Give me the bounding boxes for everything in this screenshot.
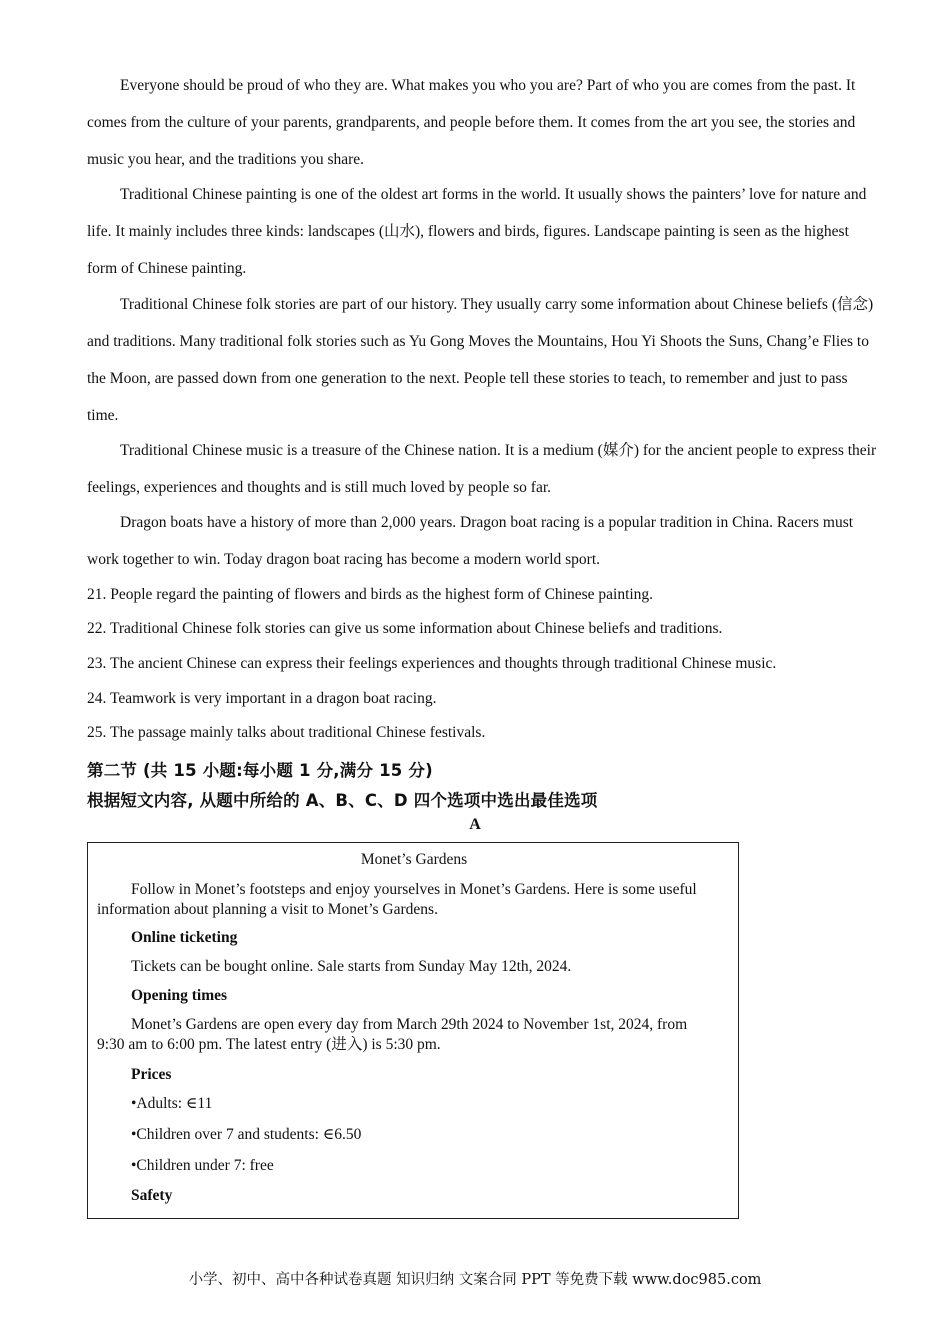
passage-paragraph-5: Dragon boats have a history of more than 2,000 years. Dragon boat racing is a popular tradition in China. Racers must work together to win. Today dragon boat racing has become a modern world sport. <box>87 514 854 568</box>
statement-22: 22. Traditional Chinese folk stories can give us some information about Chinese beliefs and traditions. <box>87 620 723 637</box>
page-footer: 小学、初中、高中各种试卷真题 知识归纳 文案合同 PPT 等免费下载 www.doc985.com <box>188 1272 762 1288</box>
statement-24: 24. Teamwork is very important in a dragon boat racing. <box>87 690 437 707</box>
safety-heading: Safety <box>131 1187 173 1204</box>
section-title: 第二节 (共 15 小题:每小题 1 分,满分 15 分) <box>87 761 433 780</box>
notice-intro: Follow in Monet’s footsteps and enjoy yourselves in Monet’s Gardens. Here is some useful information about planning a visit to Monet’s Gardens. <box>97 881 697 918</box>
notice-title: Monet’s Gardens <box>360 851 468 868</box>
passage-paragraph-1: Everyone should be proud of who they are. What makes you who you are? Part of who you are comes from the past. It comes from the culture of your parents, grandparents, and people before them. It comes from the art you see, the stories and music you hear, and the traditions you share. <box>87 77 856 168</box>
notice-box <box>87 842 739 1219</box>
passage-paragraph-4: Traditional Chinese music is a treasure of the Chinese nation. It is a medium (媒介) for the ancient people to express their feelings, experiences and thoughts and is still much loved by people so far. <box>87 442 877 496</box>
opening-times-text: Monet’s Gardens are open every day from March 29th 2024 to November 1st, 2024, from 9:30 am to 6:00 pm. The latest entry (进入) is 5:30 pm. <box>97 1016 688 1053</box>
statement-23: 23. The ancient Chinese can express their feelings experiences and thoughts through traditional Chinese music. <box>87 655 777 672</box>
price-children-students: •Children over 7 and students: ∈6.50 <box>131 1126 362 1143</box>
opening-times-heading: Opening times <box>131 987 228 1004</box>
online-ticketing-heading: Online ticketing <box>131 929 238 946</box>
statement-25: 25. The passage mainly talks about traditional Chinese festivals. <box>87 724 486 741</box>
passage-paragraph-3: Traditional Chinese folk stories are part of our history. They usually carry some information about Chinese beliefs (信念) and traditions. Many traditional folk stories such as Yu Gong Moves the Mountains, Hou Yi Shoots the Suns, Chang’e Flies to the Moon, are passed down from one generation to the next. People tell these stories to teach, to remember and just to pass time. <box>87 296 874 424</box>
passage-paragraph-2: Traditional Chinese painting is one of the oldest art forms in the world. It usually shows the painters’ love for nature and life. It mainly includes three kinds: landscapes (山水), flowers and birds, figures. Landscape painting is seen as the highest form of Chinese painting. <box>87 186 867 277</box>
price-children-under-7: •Children under 7: free <box>131 1157 274 1174</box>
price-adults: •Adults: ∈11 <box>131 1095 213 1112</box>
online-ticketing-text: Tickets can be bought online. Sale starts from Sunday May 12th, 2024. <box>131 958 572 975</box>
prices-heading: Prices <box>131 1066 172 1083</box>
part-label: A <box>469 816 481 833</box>
statement-21: 21. People regard the painting of flowers and birds as the highest form of Chinese painting. <box>87 586 654 603</box>
section-instruction: 根据短文内容, 从题中所给的 A、B、C、D 四个选项中选出最佳选项 <box>87 791 598 810</box>
